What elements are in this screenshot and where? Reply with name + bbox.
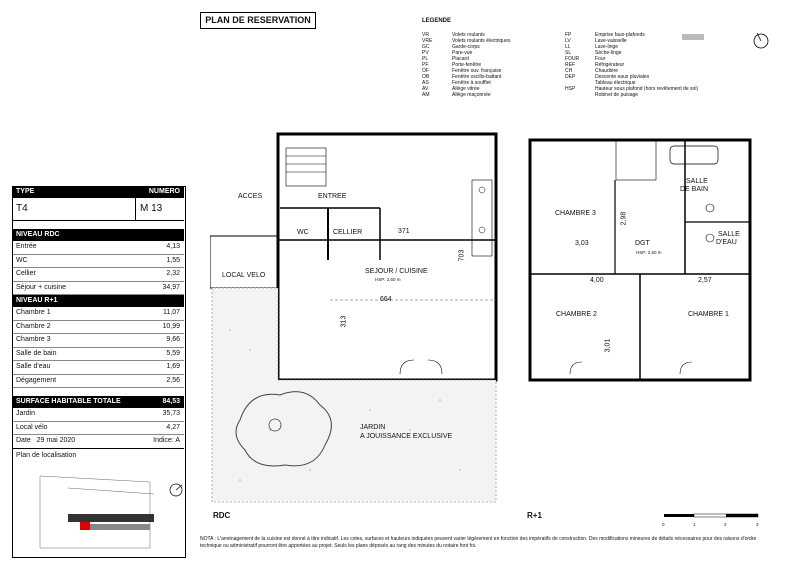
- rdc-title: RDC: [213, 511, 231, 520]
- room-area: 5,59: [166, 349, 180, 357]
- legend-code: VRE: [422, 38, 433, 44]
- legend-desc: Réfrigérateur: [595, 62, 625, 68]
- scale-3: 3: [756, 522, 759, 527]
- localisation-map: [30, 470, 190, 550]
- legend-desc: Emprise faux-plafonds: [595, 32, 645, 38]
- legend-desc: Robinet de puisage: [595, 92, 639, 98]
- legend-code: PL: [422, 56, 429, 62]
- room-name: Salle d'eau: [16, 363, 51, 370]
- legend-code: VR: [422, 32, 429, 38]
- legend-code: AV: [422, 86, 429, 92]
- dim-257: 2,57: [698, 277, 712, 284]
- room-name: WC: [16, 256, 28, 264]
- room-area: 4,27: [166, 423, 180, 431]
- legend-code: OB: [422, 74, 430, 80]
- scale-2: 2: [724, 522, 727, 527]
- legend-desc: Fenêtre ouv. française: [452, 68, 502, 74]
- legend-code: REF: [565, 62, 575, 68]
- legend-desc: Descente eaux pluviales: [595, 74, 650, 80]
- jardin-label: JARDIN: [360, 424, 386, 431]
- legend-code: CH: [565, 68, 573, 74]
- legend-code: PV: [422, 50, 429, 56]
- room-name: Chambre 2: [16, 322, 51, 330]
- room-name: Séjour + cuisine: [16, 283, 67, 291]
- room-name: Jardin: [16, 410, 36, 417]
- legend-code: LL: [565, 44, 571, 50]
- legend-desc: Volets roulants: [452, 32, 485, 38]
- r1-title: R+1: [527, 511, 542, 520]
- local-velo-label: LOCAL VELO: [222, 272, 266, 279]
- dim-703: 703: [458, 249, 466, 262]
- legend-desc: Volets roulants électriques: [452, 38, 511, 44]
- cellier-label: CELLIER: [333, 229, 363, 236]
- north-compass-icon: [748, 28, 774, 54]
- legend-desc: Fenêtre à soufflet: [452, 80, 491, 86]
- faux-plafond-swatch: [682, 34, 704, 40]
- legend-desc: Allège vitrée: [452, 86, 480, 92]
- room-area: 4,13: [166, 243, 180, 250]
- dim-371: 371: [398, 228, 410, 235]
- legend-desc: Allège maçonnée: [452, 92, 491, 98]
- jardin-sub-label: A JOUISSANCE EXCLUSIVE: [360, 433, 453, 440]
- legend-desc: Porte-fenêtre: [452, 62, 482, 68]
- legend-code: LV: [565, 38, 571, 44]
- legend-code: SL: [565, 50, 572, 56]
- room-name: Local vélo: [16, 423, 48, 431]
- r1-header: NIVEAU R+1: [12, 295, 184, 307]
- legend-code: HSP: [565, 86, 576, 92]
- wc-label: WC: [297, 229, 309, 236]
- legend-code: DEP: [565, 74, 576, 80]
- dim-298: 2,98: [620, 211, 628, 226]
- legend-right: [565, 32, 698, 98]
- legend-code: GC: [422, 44, 430, 50]
- sde-label-2: D'EAU: [716, 239, 737, 246]
- room-area: 11,07: [163, 309, 180, 316]
- legend-desc: Tableau électrique: [595, 80, 636, 86]
- legend-code: AM: [422, 92, 430, 98]
- dgt-hsp: HSP: 2,50 m: [636, 250, 662, 255]
- legend-code: [565, 92, 595, 98]
- legend-row: [422, 92, 510, 98]
- room-area: 1,55: [166, 256, 180, 264]
- dim-400: 4,00: [590, 277, 604, 284]
- room-area: 35,73: [162, 410, 180, 417]
- chambre1-label: CHAMBRE 1: [688, 311, 729, 318]
- legend-desc: Fenêtre oscillo-battant: [452, 74, 502, 80]
- sejour-hsp: HSP: 2,50 m: [375, 277, 401, 282]
- localisation-label: Plan de localisation: [16, 451, 77, 459]
- dim-301: 3,01: [604, 338, 612, 353]
- sejour-label: SEJOUR / CUISINE: [365, 268, 428, 275]
- legend-desc: Garde-corps: [452, 44, 480, 50]
- acces-label: ACCES: [238, 193, 263, 200]
- dim-303: 3,03: [575, 240, 589, 247]
- legend-desc: Lave-linge: [595, 44, 619, 50]
- room-area: 34,97: [162, 283, 180, 291]
- date-row: Date 29 mai 2020 Indice: A: [12, 435, 184, 449]
- sdb-label-1: SALLE: [686, 178, 708, 185]
- sdb-label-2: DE BAIN: [680, 186, 709, 193]
- room-area: 1,69: [166, 363, 180, 370]
- legend-desc: Four: [595, 56, 606, 62]
- nota-text: NOTA : L'aménagement de la cuisine est donné à titre indicatif. Les cotes, surfaces et hauteurs indiquées peuvent varier légèrement en fonction des impératifs de construction. Des modifications mineures de détails nécessaires pour des raisons d'ordre technique ou administratif pourront être apportées au projet. Seuls les plans déposés au rang des minutes du notaire font foi.: [200, 536, 757, 549]
- dim-313: 313: [340, 315, 348, 328]
- type-header: TYPE NUMERO: [12, 186, 184, 198]
- legend-code: FP: [565, 32, 572, 38]
- room-area: 10,99: [162, 322, 180, 330]
- legend-code: PF: [422, 62, 429, 68]
- room-area: 2,56: [166, 376, 180, 384]
- legend-code: OF: [422, 68, 429, 74]
- dgt-label: DGT: [635, 240, 650, 247]
- scale-0: 0: [662, 522, 665, 527]
- legend-code: AS: [422, 80, 429, 86]
- surface-total-header: SURFACE HABITABLE TOTALE 84,53: [12, 396, 184, 408]
- scale-1: 1: [693, 522, 696, 527]
- legend-desc: Chaudière: [595, 68, 619, 74]
- r1-plan: [520, 130, 760, 390]
- room-area: 9,66: [166, 336, 180, 343]
- type-row: T4 M 13: [12, 198, 184, 221]
- room-name: Chambre 1: [16, 309, 51, 316]
- legend-row: [565, 92, 698, 98]
- room-name: Chambre 3: [16, 336, 51, 343]
- legend-title: LEGENDE: [422, 18, 452, 24]
- chambre2-label: CHAMBRE 2: [556, 311, 597, 318]
- room-name: Salle de bain: [16, 349, 57, 357]
- legend-desc: Sèche-linge: [595, 50, 622, 56]
- legend-desc: Pare-vue: [452, 50, 473, 56]
- rdc-header: NIVEAU RDC: [12, 229, 184, 241]
- entree-label: ENTREE: [318, 193, 347, 200]
- room-name: Entrée: [16, 243, 37, 250]
- page-title: PLAN DE RESERVATION: [200, 12, 316, 29]
- scale-bar: [662, 512, 762, 522]
- legend-desc: Placard: [452, 56, 469, 62]
- dim-664: 664: [380, 296, 392, 303]
- room-area: 2,32: [166, 270, 180, 277]
- legend-desc: Hauteur sous plafond (hors revêtement de sol): [595, 86, 699, 92]
- chambre3-label: CHAMBRE 3: [555, 210, 596, 217]
- legend-code: FOUR: [565, 56, 580, 62]
- legend-left: [422, 32, 510, 98]
- sde-label-1: SALLE: [718, 231, 740, 238]
- rdc-plan: [210, 130, 510, 510]
- room-name: Dégagement: [16, 376, 57, 384]
- room-name: Cellier: [16, 270, 36, 277]
- legend-desc: Lave-vaisselle: [595, 38, 627, 44]
